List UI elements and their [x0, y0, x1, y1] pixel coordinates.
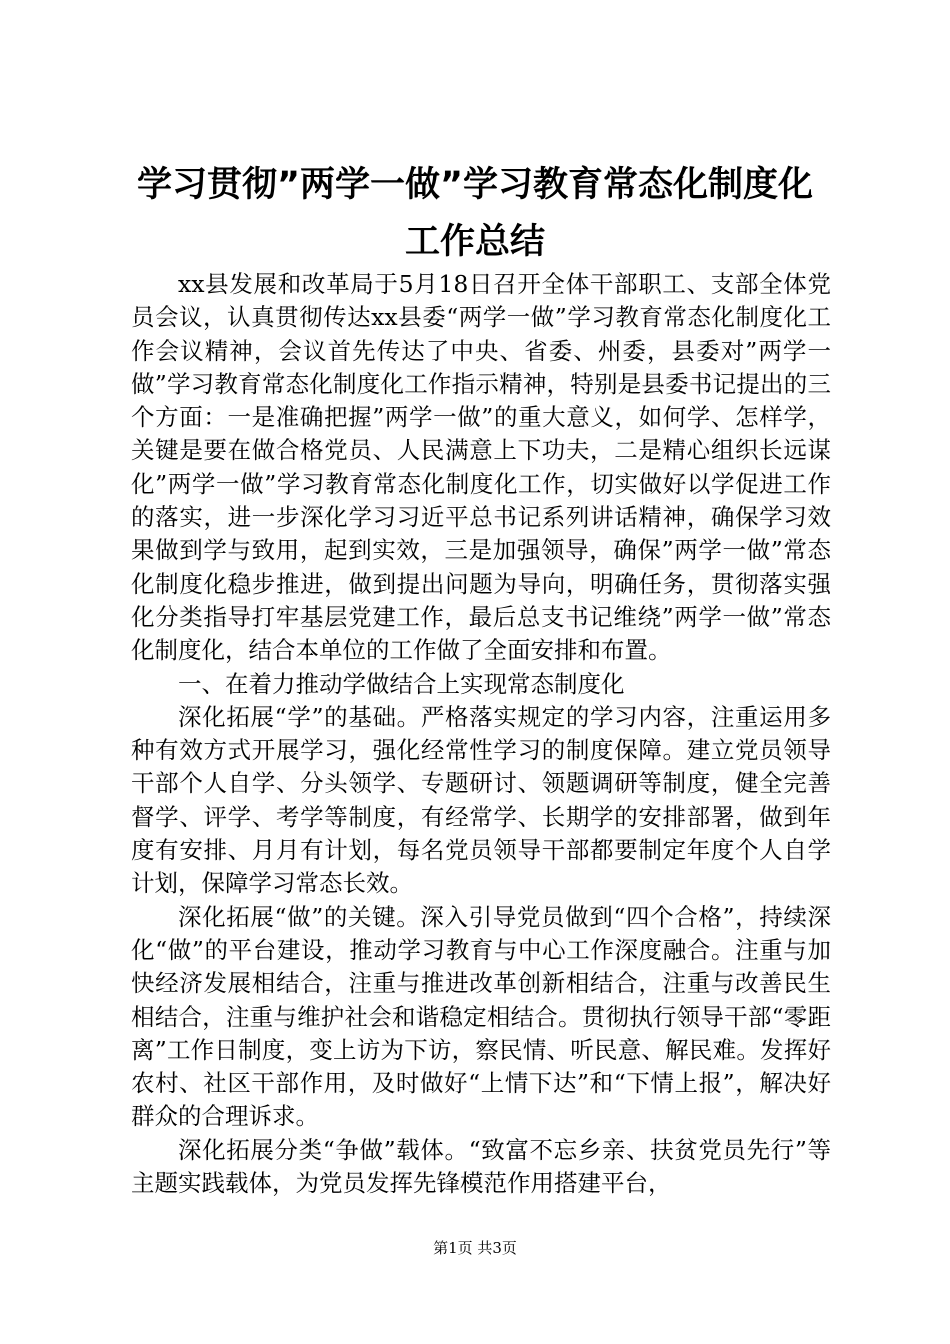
document-title-line-1: 学习贯彻”两学一做”学习教育常态化制度化 [136, 165, 813, 205]
paragraph-strive-carrier: 深化拓展分类“争做”载体。“致富不忘乡亲、扶贫党员先行”等主题实践载体，为党员发挥先锋模范作用搭建平台， [131, 1135, 831, 1198]
paragraph-intro: xx县发展和改革局于5月18日召开全体干部职工、支部全体党员会议，认真贯彻传达xx县委“两学一做”学习教育常态化制度化工作会议精神，会议首先传达了中央、省委、州委，县委对”两学一做”学习教育常态化制度化工作指示精神，特别是县委书记提出的三个方面：一是准确把握”两学一做”的重大意义，如何学、怎样学，关键是要在做合格党员、人民满意上下功夫，二是精心组织长远谋化”两学一做”学习教育常态化制度化工作，切实做好以学促进工作的落实，进一步深化学习习近平总书记系列讲话精神，确保学习效果做到学与致用，起到实效，三是加强领导，确保”两学一做”常态化制度化稳步推进，做到提出问题为导向，明确任务，贯彻落实强化分类指导打牢基层党建工作，最后总支书记维绕”两学一做”常态化制度化，结合本单位的工作做了全面安排和布置。 [131, 270, 831, 665]
paragraph-practice-key: 深化拓展“做”的关键。深入引导党员做到“四个合格”，持续深化“做”的平台建设，推动学习教育与中心工作深度融合。注重与加快经济发展相结合，注重与推进改革创新相结合，注重与改善民生相结合，注重与维护社会和谐稳定相结合。贯彻执行领导干部“零距离”工作日制度，变上访为下访，察民情、听民意、解民难。发挥好农村、社区干部作用，及时做好“上情下达”和“下情上报”，解决好群众的合理诉求。 [131, 902, 831, 1131]
paragraph-study-basis: 深化拓展“学”的基础。严格落实规定的学习内容，注重运用多种有效方式开展学习，强化经常性学习的制度保障。建立党员领导干部个人自学、分头领学、专题研讨、领题调研等制度，健全完善督学、评学、考学等制度，有经常学、长期学的安排部署，做到年度有安排、月月有计划，每名党员领导干部都要制定年度个人自学计划，保障学习常态长效。 [131, 702, 831, 898]
page-number-footer: 第1页 共3页 [433, 1239, 517, 1257]
document-body [131, 268, 831, 1200]
section-heading-1: 一、在着力推动学做结合上实现常态制度化 [178, 669, 625, 698]
document-title-line-2: 工作总结 [404, 222, 545, 262]
